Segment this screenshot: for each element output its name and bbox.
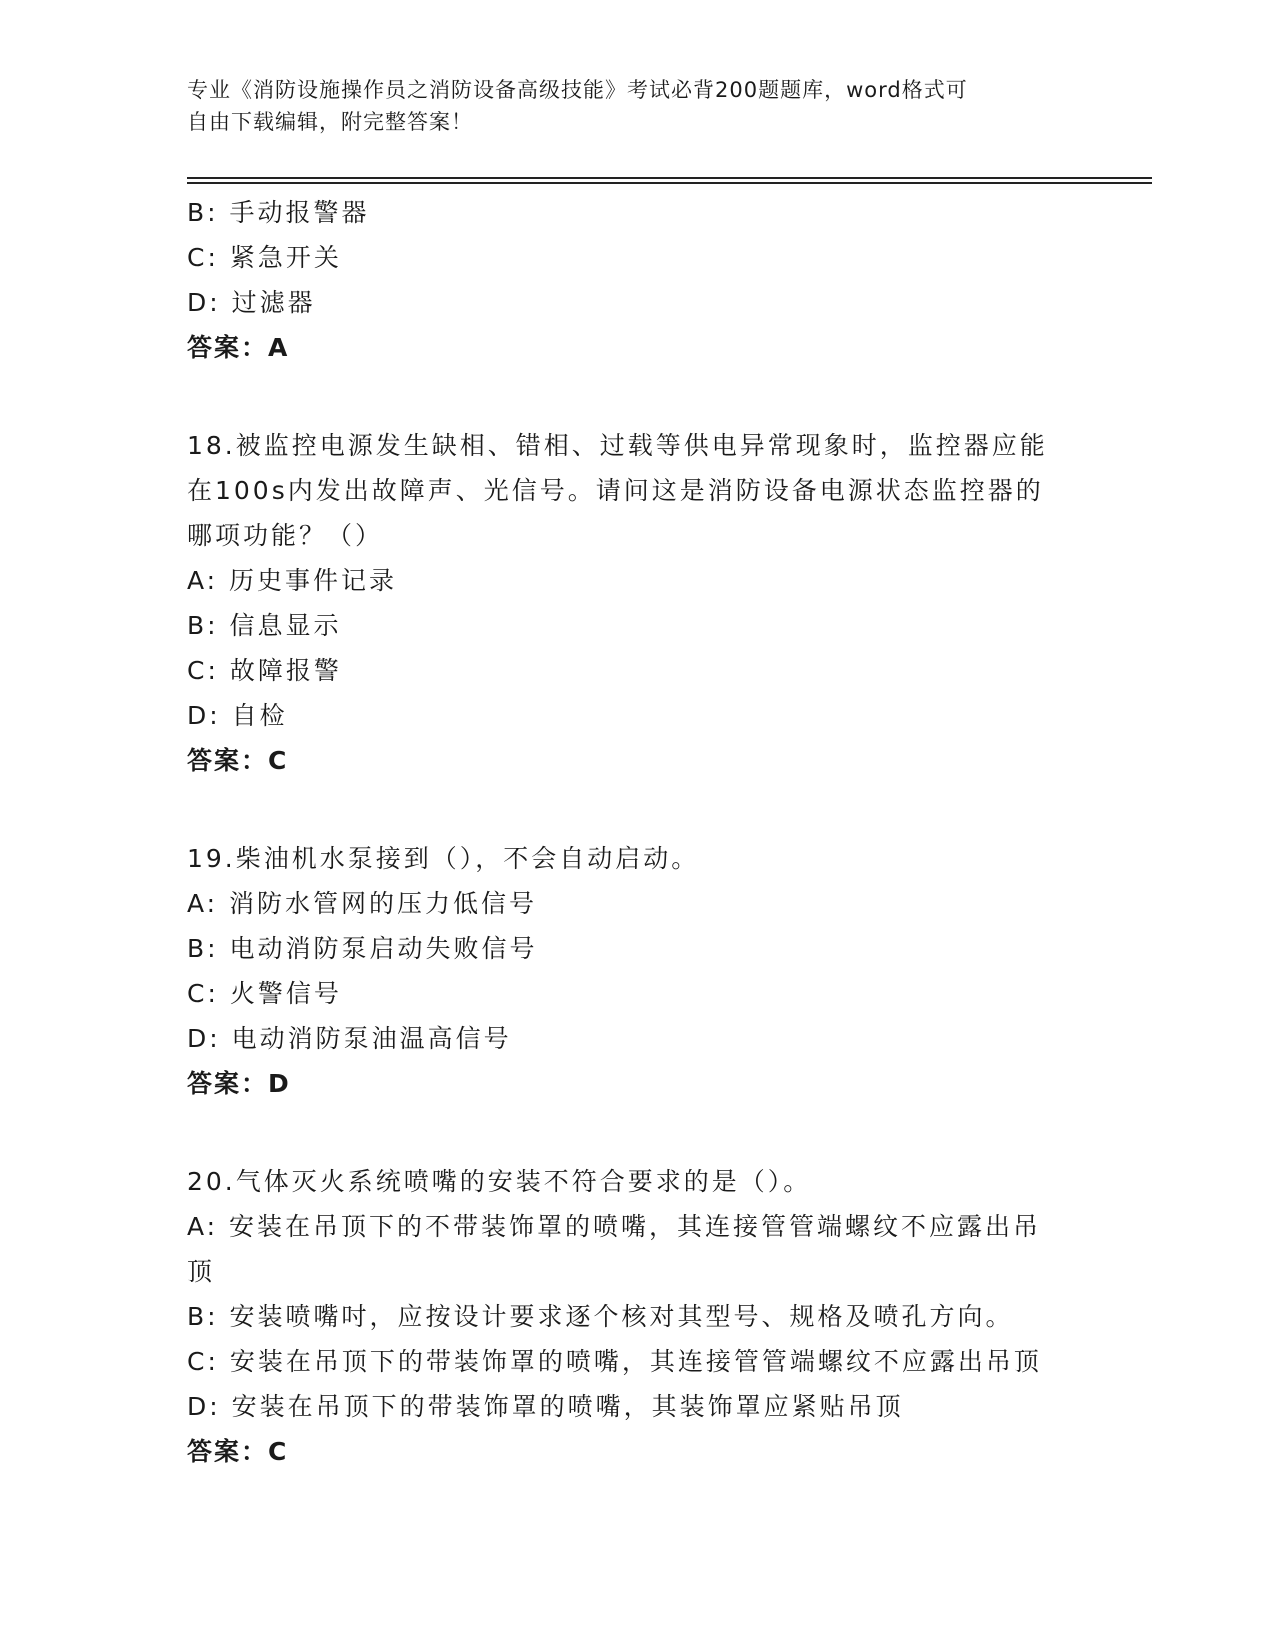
option-c: C: 安装在吊顶下的带装饰罩的喷嘴，其连接管管端螺纹不应露出吊顶 <box>187 1347 1042 1376</box>
answer-label: 答案：C <box>187 746 289 775</box>
header-rule-top <box>187 177 1152 179</box>
question-stem-line: 20.气体灭火系统喷嘴的安装不符合要求的是（）。 <box>187 1167 812 1196</box>
question-stem-line: 18.被监控电源发生缺相、错相、过载等供电异常现象时，监控器应能 <box>187 431 1048 460</box>
spacer <box>187 370 1087 423</box>
question-19 <box>187 836 1087 1106</box>
document-header <box>187 74 1077 138</box>
option-a: A: 历史事件记录 <box>187 566 398 595</box>
answer-label: 答案：A <box>187 333 290 362</box>
option-b: B: 安装喷嘴吋，应按设计要求逐个核对其型号、规格及喷孔方向。 <box>187 1302 1014 1331</box>
option-b: B: 手动报警器 <box>187 198 370 227</box>
spacer <box>187 783 1087 836</box>
question-18 <box>187 423 1087 783</box>
answer-label: 答案：D <box>187 1069 291 1098</box>
option-a-continued: 顶 <box>187 1257 216 1286</box>
header-line-2: 自由下载编辑，附完整答案！ <box>187 110 473 134</box>
option-d: D: 安装在吊顶下的带装饰罩的喷嘴，其装饰罩应紧贴吊顶 <box>187 1392 904 1421</box>
spacer <box>187 1106 1087 1159</box>
option-c: C: 紧急开关 <box>187 243 342 272</box>
question-stem-line: 在100s内发出故障声、光信号。请问这是消防设备电源状态监控器的 <box>187 476 1044 505</box>
option-a: A: 消防水管网的压力低信号 <box>187 889 538 918</box>
question-20 <box>187 1159 1087 1474</box>
header-line-1: 专业《消防设施操作员之消防设备高级技能》考试必背200题题库，word格式可 <box>187 78 968 102</box>
question-stem-line: 哪项功能？（） <box>187 521 384 550</box>
option-b: B: 电动消防泵启动失败信号 <box>187 934 538 963</box>
option-a: A: 安装在吊顶下的不带装饰罩的喷嘴，其连接管管端螺纹不应露出吊 <box>187 1212 1042 1241</box>
option-c: C: 火警信号 <box>187 979 342 1008</box>
option-c: C: 故障报警 <box>187 656 342 685</box>
question-17-partial <box>187 190 1087 370</box>
question-stem-line: 19.柴油机水泵接到（），不会自动启动。 <box>187 844 700 873</box>
answer-label: 答案：C <box>187 1437 289 1466</box>
option-b: B: 信息显示 <box>187 611 342 640</box>
option-d: D: 自检 <box>187 701 288 730</box>
header-rule-bottom <box>187 182 1152 184</box>
question-list <box>187 190 1087 1474</box>
option-d: D: 过滤器 <box>187 288 316 317</box>
option-d: D: 电动消防泵油温高信号 <box>187 1024 512 1053</box>
